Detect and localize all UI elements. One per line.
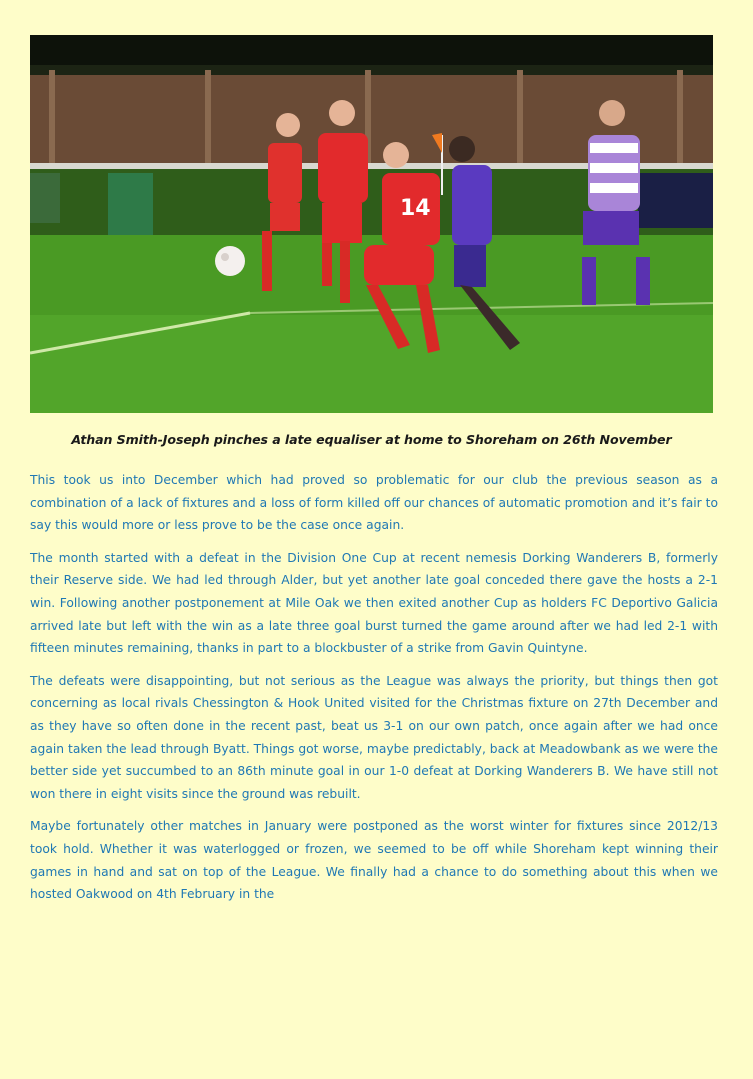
article-paragraph: This took us into December which had proved so problematic for our club the previous season as a combination of a lack of fixtures and a loss of form killed off our chances of automatic promotion and it’s fair to say this would more or less prove to be the case once again. (30, 473, 718, 533)
photo-caption: Athan Smith-Joseph pinches a late equaliser at home to Shoreham on 26th November (71, 432, 672, 447)
article-paragraph: The month started with a defeat in the Division One Cup at recent nemesis Dorking Wanderers B, formerly their Reserve side. We had led through Alder, but yet another late goal conceded there gave the hosts a 2-1 win. Following another postponement at Mile Oak we then exited another Cup as holders FC Deportivo Galicia arrived late but left with the win as a late three goal burst turned the game around after we had led 2-1 with fifteen minutes remaining, thanks in part to a blockbuster of a strike from Gavin Quintyne. (30, 550, 718, 656)
match-photo (30, 35, 713, 413)
svg-text:14: 14 (400, 196, 431, 221)
football-match-photo-icon (30, 35, 713, 413)
article-paragraph: The defeats were disappointing, but not serious as the League was always the priority, but things then got concerning as local rivals Chessington & Hook United visited for the Christmas fixture on 27th December and as they have so often done in the recent past, beat us 3-1 on our own patch, once again after we had once again taken the lead through Byatt. Things got worse, maybe predictably, back at Meadowbank as we were the better side yet succumbed to an 86th minute goal in our 1-0 defeat at Dorking Wanderers B. We have still not won there in eight visits since the ground was rebuilt. (30, 673, 718, 801)
article-body (30, 469, 718, 916)
article-paragraph: Maybe fortunately other matches in January were postponed as the worst winter for fixtures since 2012/13 took hold. Whether it was waterlogged or frozen, we seemed to be off while Shoreham kept winning their games in hand and sat on top of the League. We finally had a chance to do something about this when we hosted Oakwood on 4th February in the (30, 819, 718, 902)
